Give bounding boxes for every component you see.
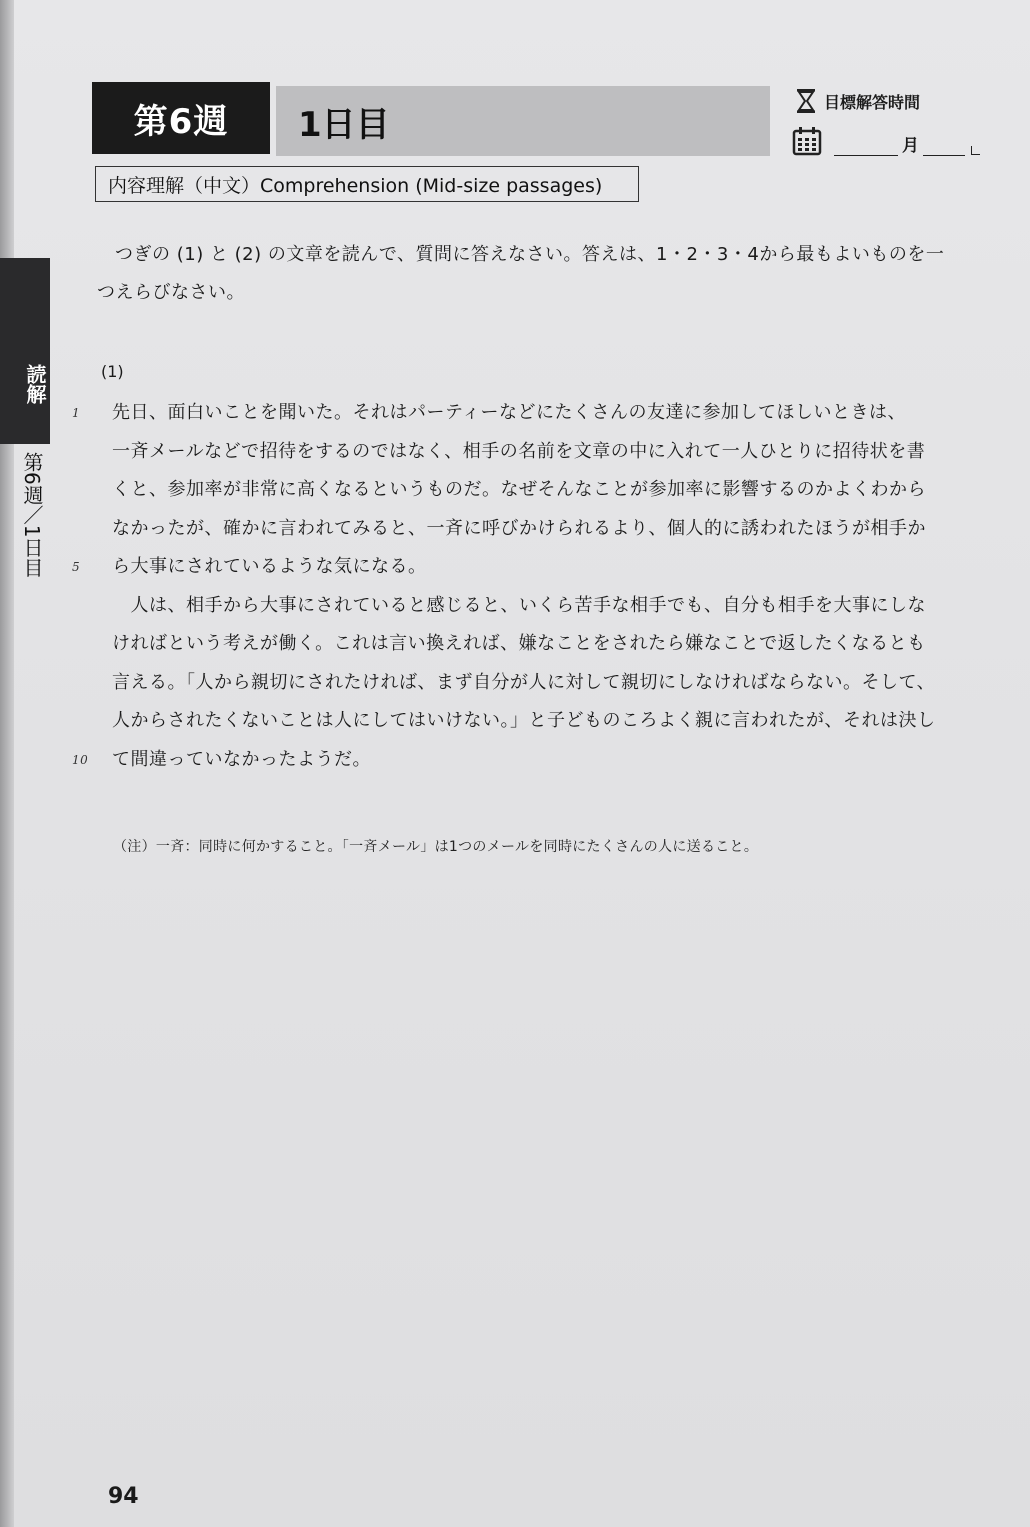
passage-line bbox=[112, 664, 1012, 703]
line-number: 10 bbox=[72, 752, 89, 767]
line-number: 1 bbox=[72, 406, 81, 420]
side-tab-sub bbox=[18, 452, 47, 577]
week-badge bbox=[92, 82, 270, 154]
passage-line bbox=[112, 625, 1012, 664]
line-text: 言える。「人から親切にされたければ、まず自分が人に対して親切にしなければならない。そして、 bbox=[112, 671, 936, 693]
line-text: くと、参加率が非常に高くなるというものだ。なぜそんなことが参加率に影響するのかよくわから bbox=[112, 479, 926, 500]
target-time bbox=[796, 88, 920, 114]
passage-line bbox=[72, 394, 1012, 433]
section-title-text: 内容理解（中文）Comprehension (Mid-size passages) bbox=[108, 174, 603, 197]
line-text: なかったが、確かに言われてみると、一斉に呼びかけられるより、個人的に誘われたほうが相手か bbox=[112, 517, 926, 539]
side-tab-label: 読解 bbox=[23, 364, 47, 404]
page-number: 94 bbox=[108, 1484, 139, 1509]
passage-line bbox=[72, 741, 1012, 780]
side-tab bbox=[0, 258, 50, 444]
passage-line bbox=[112, 510, 1012, 549]
instruction-line: つえらびなさい。 bbox=[97, 282, 245, 303]
month-blank bbox=[834, 135, 898, 156]
passage-line bbox=[112, 433, 1012, 472]
hourglass-icon bbox=[796, 88, 816, 114]
date-field bbox=[792, 126, 980, 156]
calendar-icon bbox=[792, 126, 822, 156]
line-text: て間違っていなかったようだ。 bbox=[112, 748, 371, 770]
passage-label: (1) bbox=[101, 362, 124, 381]
footnote: （注）一斉：同時に何かすること。「一斉メール」は1つのメールを同時にたくさんの人に送ること。 bbox=[113, 839, 759, 855]
passage-line bbox=[112, 587, 1012, 626]
line-number: 5 bbox=[72, 560, 81, 574]
side-tab-sub-label: 第6週／1日目 bbox=[20, 452, 44, 578]
passage-line bbox=[72, 548, 1012, 587]
day-blank bbox=[923, 135, 965, 156]
month-label: 月 bbox=[902, 136, 919, 156]
instructions bbox=[97, 236, 997, 312]
passage bbox=[72, 394, 1012, 779]
target-time-label: 目標解答時間 bbox=[824, 92, 921, 112]
line-text: ければという考えが働く。これは言い換えれば、嫌なことをされたら嫌なことで返したくなるとも bbox=[112, 633, 926, 654]
line-text: ら大事にされているような気になる。 bbox=[112, 556, 427, 577]
line-text: 先日、面白いことを聞いた。それはパーティーなどにたくさんの友達に参加してほしいときは、 bbox=[112, 402, 907, 423]
section-title bbox=[95, 166, 639, 202]
page-edge-shadow bbox=[0, 0, 14, 1527]
instruction-line: つぎの (1) と (2) の文章を読んで、質問に答えなさい。答えは、1・2・3・4から最もよいものを一 bbox=[115, 244, 945, 265]
day-banner bbox=[276, 86, 770, 156]
week-label: 第6週 bbox=[133, 101, 229, 142]
corner-mark bbox=[971, 146, 980, 155]
line-text: 人は、相手から大事にされていると感じると、いくら苦手な相手でも、自分も相手を大事にしな bbox=[112, 594, 926, 616]
line-text: 一斉メールなどで招待をするのではなく、相手の名前を文章の中に入れて一人ひとりに招待状を書 bbox=[112, 440, 926, 462]
passage-line bbox=[112, 702, 1012, 741]
day-label: 1日目 bbox=[298, 104, 390, 145]
line-text: 人からされたくないことは人にしてはいけない。」と子どものころよく親に言われたが、それは決し bbox=[112, 710, 936, 731]
passage-line bbox=[112, 471, 1012, 510]
